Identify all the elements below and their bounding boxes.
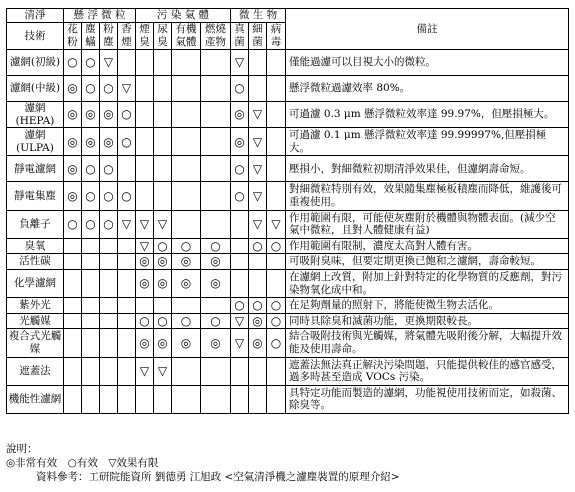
effectiveness-cell [154, 128, 172, 156]
effectiveness-cell [172, 298, 201, 314]
effectiveness-cell [231, 254, 249, 270]
effectiveness-cell: ◎ [154, 269, 172, 297]
effectiveness-cell: ○ [267, 238, 286, 254]
effectiveness-cell [100, 238, 118, 254]
effectiveness-cell [172, 156, 201, 182]
effectiveness-cell: ◎ [100, 102, 118, 128]
remark-cell: 對細微粒特別有效，效果隨集塵極板積塵而降低，維護後可重複使用。 [286, 182, 569, 210]
subcol-header: 花粉 [64, 23, 82, 50]
subcol-header: 塵蟎 [82, 23, 100, 50]
legend-title: 說明： [6, 443, 38, 455]
effectiveness-cell: ◎ [82, 128, 100, 156]
effectiveness-cell [172, 385, 201, 413]
effectiveness-cell [267, 357, 286, 385]
effectiveness-cell: ▽ [154, 210, 172, 238]
effectiveness-cell [267, 102, 286, 128]
effectiveness-cell: ◎ [64, 156, 82, 182]
subcol-header: 尿臭 [154, 23, 172, 50]
effectiveness-cell [172, 76, 201, 102]
effectiveness-cell [249, 254, 267, 270]
effectiveness-cell: ○ [100, 156, 118, 182]
effectiveness-cell: ○ [100, 210, 118, 238]
effectiveness-cell [118, 269, 136, 297]
remark-cell: 可過濾 0.3 μm 懸浮微粒效率達 99.97%，但壓損極大。 [286, 102, 569, 128]
effectiveness-cell [100, 329, 118, 357]
effectiveness-cell [136, 102, 154, 128]
technology-cell: 濾網(HEPA) [7, 102, 64, 128]
effectiveness-cell: ○ [249, 298, 267, 314]
table-row [7, 269, 569, 297]
technology-cell: 臭氧 [7, 238, 64, 254]
effectiveness-cell [118, 298, 136, 314]
effectiveness-cell [64, 313, 82, 329]
effectiveness-cell [118, 329, 136, 357]
effectiveness-cell [172, 50, 201, 76]
remark-cell: 同時具除臭和滅菌功能，更換期限較長。 [286, 313, 569, 329]
effectiveness-cell: ▽ [249, 128, 267, 156]
effectiveness-cell: ▽ [136, 238, 154, 254]
effectiveness-cell [82, 329, 100, 357]
effectiveness-cell: ◎ [100, 128, 118, 156]
effectiveness-cell [64, 269, 82, 297]
effectiveness-cell: ◎ [172, 329, 201, 357]
effectiveness-cell [172, 102, 201, 128]
effectiveness-cell: ◎ [172, 269, 201, 297]
effectiveness-cell: ◎ [64, 182, 82, 210]
effectiveness-cell [154, 182, 172, 210]
effectiveness-cell [267, 269, 286, 297]
effectiveness-cell: ○ [231, 182, 249, 210]
effectiveness-cell: ○ [154, 238, 172, 254]
table-row [7, 298, 569, 314]
effectiveness-cell: ▽ [249, 102, 267, 128]
effectiveness-cell [82, 269, 100, 297]
effectiveness-cell: ▽ [136, 210, 154, 238]
legend-symbols: ◎非常有效 ○有效 ▽效果有限 [6, 457, 159, 469]
effectiveness-cell [64, 329, 82, 357]
effectiveness-cell [154, 298, 172, 314]
effectiveness-cell: ○ [201, 238, 231, 254]
remark-cell: 在足夠劑量的照射下，將能使微生物去活化。 [286, 298, 569, 314]
effectiveness-cell [64, 357, 82, 385]
table-row [7, 357, 569, 385]
effectiveness-cell: ▽ [231, 329, 249, 357]
effectiveness-cell [100, 313, 118, 329]
remark-cell: 僅能過濾可以目視大小的微粒。 [286, 50, 569, 76]
effectiveness-cell [136, 50, 154, 76]
subcol-header: 香煙 [118, 23, 136, 50]
effectiveness-cell [118, 313, 136, 329]
table-row [7, 238, 569, 254]
effectiveness-cell [201, 182, 231, 210]
effectiveness-cell: ▽ [136, 357, 154, 385]
effectiveness-cell: ○ [82, 156, 100, 182]
effectiveness-cell [154, 50, 172, 76]
effectiveness-cell: ○ [231, 156, 249, 182]
effectiveness-cell [267, 385, 286, 413]
table-row [7, 210, 569, 238]
tech-header-top: 清淨 [7, 9, 64, 23]
effectiveness-cell [172, 210, 201, 238]
remark-cell: 在濾網上改質，附加上針對特定的化學物質的反應劑，對污染物氧化成中和。 [286, 269, 569, 297]
effectiveness-cell [172, 182, 201, 210]
effectiveness-cell [201, 50, 231, 76]
effectiveness-cell [82, 254, 100, 270]
effectiveness-cell: ◎ [64, 128, 82, 156]
effectiveness-cell: ○ [82, 76, 100, 102]
effectiveness-cell: ◎ [136, 329, 154, 357]
table-row [7, 313, 569, 329]
air-purifier-technology-table [6, 8, 569, 414]
effectiveness-cell: ◎ [154, 329, 172, 357]
effectiveness-cell [249, 357, 267, 385]
effectiveness-cell: ◎ [201, 254, 231, 270]
effectiveness-cell [201, 357, 231, 385]
effectiveness-cell [201, 128, 231, 156]
effectiveness-cell: ▽ [249, 156, 267, 182]
technology-cell: 光觸媒 [7, 313, 64, 329]
group-header-gases: 污 染 氣 體 [136, 9, 231, 23]
effectiveness-cell [249, 76, 267, 102]
technology-cell: 濾網(初級) [7, 50, 64, 76]
effectiveness-cell [249, 50, 267, 76]
effectiveness-cell: ○ [172, 238, 201, 254]
subcol-header: 燃燒產物 [201, 23, 231, 50]
remark-cell: 具特定功能而製造的濾網，功能視使用技術而定，如殺菌、除臭等。 [286, 385, 569, 413]
table-row [7, 156, 569, 182]
effectiveness-cell: ◎ [64, 76, 82, 102]
effectiveness-cell: ○ [118, 182, 136, 210]
effectiveness-cell [100, 357, 118, 385]
table-row [7, 128, 569, 156]
subcol-header: 真菌 [231, 23, 249, 50]
effectiveness-cell [64, 385, 82, 413]
effectiveness-cell [82, 357, 100, 385]
effectiveness-cell: ▽ [267, 210, 286, 238]
group-header-particulates: 懸 浮 微 粒 [64, 9, 136, 23]
effectiveness-cell [118, 254, 136, 270]
effectiveness-cell [100, 269, 118, 297]
effectiveness-cell [231, 357, 249, 385]
effectiveness-cell: ○ [100, 182, 118, 210]
effectiveness-cell [201, 102, 231, 128]
remark-cell: 結合吸附技術與光觸媒，將氣體先吸附後分解，大幅提升效能及使用壽命。 [286, 329, 569, 357]
effectiveness-cell [136, 128, 154, 156]
effectiveness-cell [201, 210, 231, 238]
effectiveness-cell: ◎ [231, 128, 249, 156]
table-row [7, 76, 569, 102]
effectiveness-cell [154, 102, 172, 128]
technology-cell: 遮蓋法 [7, 357, 64, 385]
effectiveness-cell [82, 385, 100, 413]
table-row [7, 102, 569, 128]
effectiveness-cell [100, 298, 118, 314]
effectiveness-cell [201, 385, 231, 413]
technology-cell: 機能性濾網 [7, 385, 64, 413]
table-row [7, 329, 569, 357]
effectiveness-cell: ○ [82, 210, 100, 238]
effectiveness-cell [201, 156, 231, 182]
effectiveness-cell [136, 182, 154, 210]
effectiveness-cell [82, 313, 100, 329]
effectiveness-cell [154, 385, 172, 413]
effectiveness-cell [231, 385, 249, 413]
table-row [7, 182, 569, 210]
effectiveness-cell [267, 76, 286, 102]
remark-cell: 作用範圍有限制，濃度太高對人體有害。 [286, 238, 569, 254]
source-citation: 資料參考：工研院能資所 劉德勇 江旭政 <空氣清淨機之濾塵裝置的原理介紹> [36, 471, 400, 483]
technology-cell: 濾網(ULPA) [7, 128, 64, 156]
technology-cell: 靜電濾網 [7, 156, 64, 182]
remark-cell: 遮蓋法無法真正解決污染問題，只能提供較佳的感官感受，過多時甚至造成 VOCs 污染。 [286, 357, 569, 385]
effectiveness-cell: ◎ [136, 254, 154, 270]
subcol-header: 有機氣體 [172, 23, 201, 50]
effectiveness-cell [231, 238, 249, 254]
effectiveness-cell [267, 50, 286, 76]
effectiveness-cell [201, 76, 231, 102]
effectiveness-cell: ▽ [118, 76, 136, 102]
effectiveness-cell: ○ [82, 50, 100, 76]
group-header-microbes: 微 生 物 [231, 9, 286, 23]
effectiveness-cell [100, 254, 118, 270]
effectiveness-cell [136, 156, 154, 182]
effectiveness-cell [136, 76, 154, 102]
remark-cell: 可過濾 0.1 μm 懸浮微粒效率達 99.99997%,但壓損極大。 [286, 128, 569, 156]
effectiveness-cell [118, 50, 136, 76]
subcol-header: 病毒 [267, 23, 286, 50]
effectiveness-cell: ○ [267, 298, 286, 314]
tech-header-bottom: 技術 [7, 23, 64, 50]
effectiveness-cell [154, 156, 172, 182]
effectiveness-cell [82, 238, 100, 254]
effectiveness-cell [136, 298, 154, 314]
effectiveness-cell [154, 76, 172, 102]
effectiveness-cell: ○ [118, 128, 136, 156]
effectiveness-cell [249, 385, 267, 413]
table-row [7, 254, 569, 270]
effectiveness-cell: ▽ [231, 50, 249, 76]
effectiveness-cell: ○ [64, 50, 82, 76]
technology-cell: 靜電集塵 [7, 182, 64, 210]
effectiveness-cell: ◎ [231, 102, 249, 128]
table-row [7, 385, 569, 413]
subcol-header: 細菌 [249, 23, 267, 50]
effectiveness-cell [118, 385, 136, 413]
effectiveness-cell: ○ [100, 76, 118, 102]
table-row [7, 50, 569, 76]
effectiveness-cell: ○ [118, 102, 136, 128]
effectiveness-cell: ◎ [82, 102, 100, 128]
effectiveness-cell [231, 269, 249, 297]
effectiveness-cell: ◎ [249, 313, 267, 329]
effectiveness-cell [118, 156, 136, 182]
effectiveness-cell: ▽ [249, 182, 267, 210]
effectiveness-cell: ◎ [136, 269, 154, 297]
effectiveness-cell [267, 156, 286, 182]
effectiveness-cell: ▽ [249, 210, 267, 238]
effectiveness-cell: ◎ [201, 329, 231, 357]
effectiveness-cell: ○ [172, 313, 201, 329]
effectiveness-cell: ◎ [64, 102, 82, 128]
effectiveness-cell [64, 254, 82, 270]
effectiveness-cell: ▽ [118, 210, 136, 238]
effectiveness-cell: ◎ [249, 329, 267, 357]
remark-cell: 壓損小，對細微粒初期清淨效果佳，但濾網壽命短。 [286, 156, 569, 182]
effectiveness-cell [172, 357, 201, 385]
effectiveness-cell: ◎ [154, 254, 172, 270]
remarks-header: 備註 [286, 9, 569, 50]
effectiveness-cell [267, 128, 286, 156]
effectiveness-cell [118, 357, 136, 385]
effectiveness-cell: ▽ [100, 50, 118, 76]
technology-cell: 紫外光 [7, 298, 64, 314]
effectiveness-cell: ○ [136, 313, 154, 329]
technology-cell: 化學濾網 [7, 269, 64, 297]
effectiveness-cell [64, 298, 82, 314]
technology-cell: 濾網(中級) [7, 76, 64, 102]
effectiveness-cell [201, 298, 231, 314]
technology-cell: 負離子 [7, 210, 64, 238]
effectiveness-cell [64, 238, 82, 254]
effectiveness-cell: ○ [201, 313, 231, 329]
effectiveness-cell: ▽ [231, 313, 249, 329]
effectiveness-cell [249, 269, 267, 297]
remark-cell: 懸浮微粒過濾效率 80%。 [286, 76, 569, 102]
effectiveness-cell [136, 385, 154, 413]
effectiveness-cell [267, 254, 286, 270]
technology-cell: 複合式光觸媒 [7, 329, 64, 357]
subcol-header: 煙臭 [136, 23, 154, 50]
effectiveness-cell [231, 210, 249, 238]
effectiveness-cell: ○ [64, 210, 82, 238]
effectiveness-cell: ○ [249, 238, 267, 254]
effectiveness-cell: ○ [231, 76, 249, 102]
effectiveness-cell: ○ [231, 298, 249, 314]
effectiveness-cell: ○ [267, 329, 286, 357]
technology-cell: 活性碳 [7, 254, 64, 270]
remark-cell: 可吸附臭味，但要定期更換已飽和之濾網，壽命較短。 [286, 254, 569, 270]
effectiveness-cell: ◎ [172, 254, 201, 270]
subcol-header: 粉塵 [100, 23, 118, 50]
effectiveness-cell: ○ [267, 313, 286, 329]
effectiveness-cell [267, 182, 286, 210]
effectiveness-cell [100, 385, 118, 413]
effectiveness-cell: ○ [82, 182, 100, 210]
effectiveness-cell [172, 128, 201, 156]
effectiveness-cell [82, 298, 100, 314]
effectiveness-cell: ◎ [201, 269, 231, 297]
effectiveness-cell: ○ [154, 313, 172, 329]
remark-cell: 作用範圍有限，可能使灰塵附於機體與物體表面。(減少空氣中微粒，且對人體健康有益) [286, 210, 569, 238]
effectiveness-cell: ▽ [154, 357, 172, 385]
legend [6, 442, 569, 484]
effectiveness-cell [118, 238, 136, 254]
